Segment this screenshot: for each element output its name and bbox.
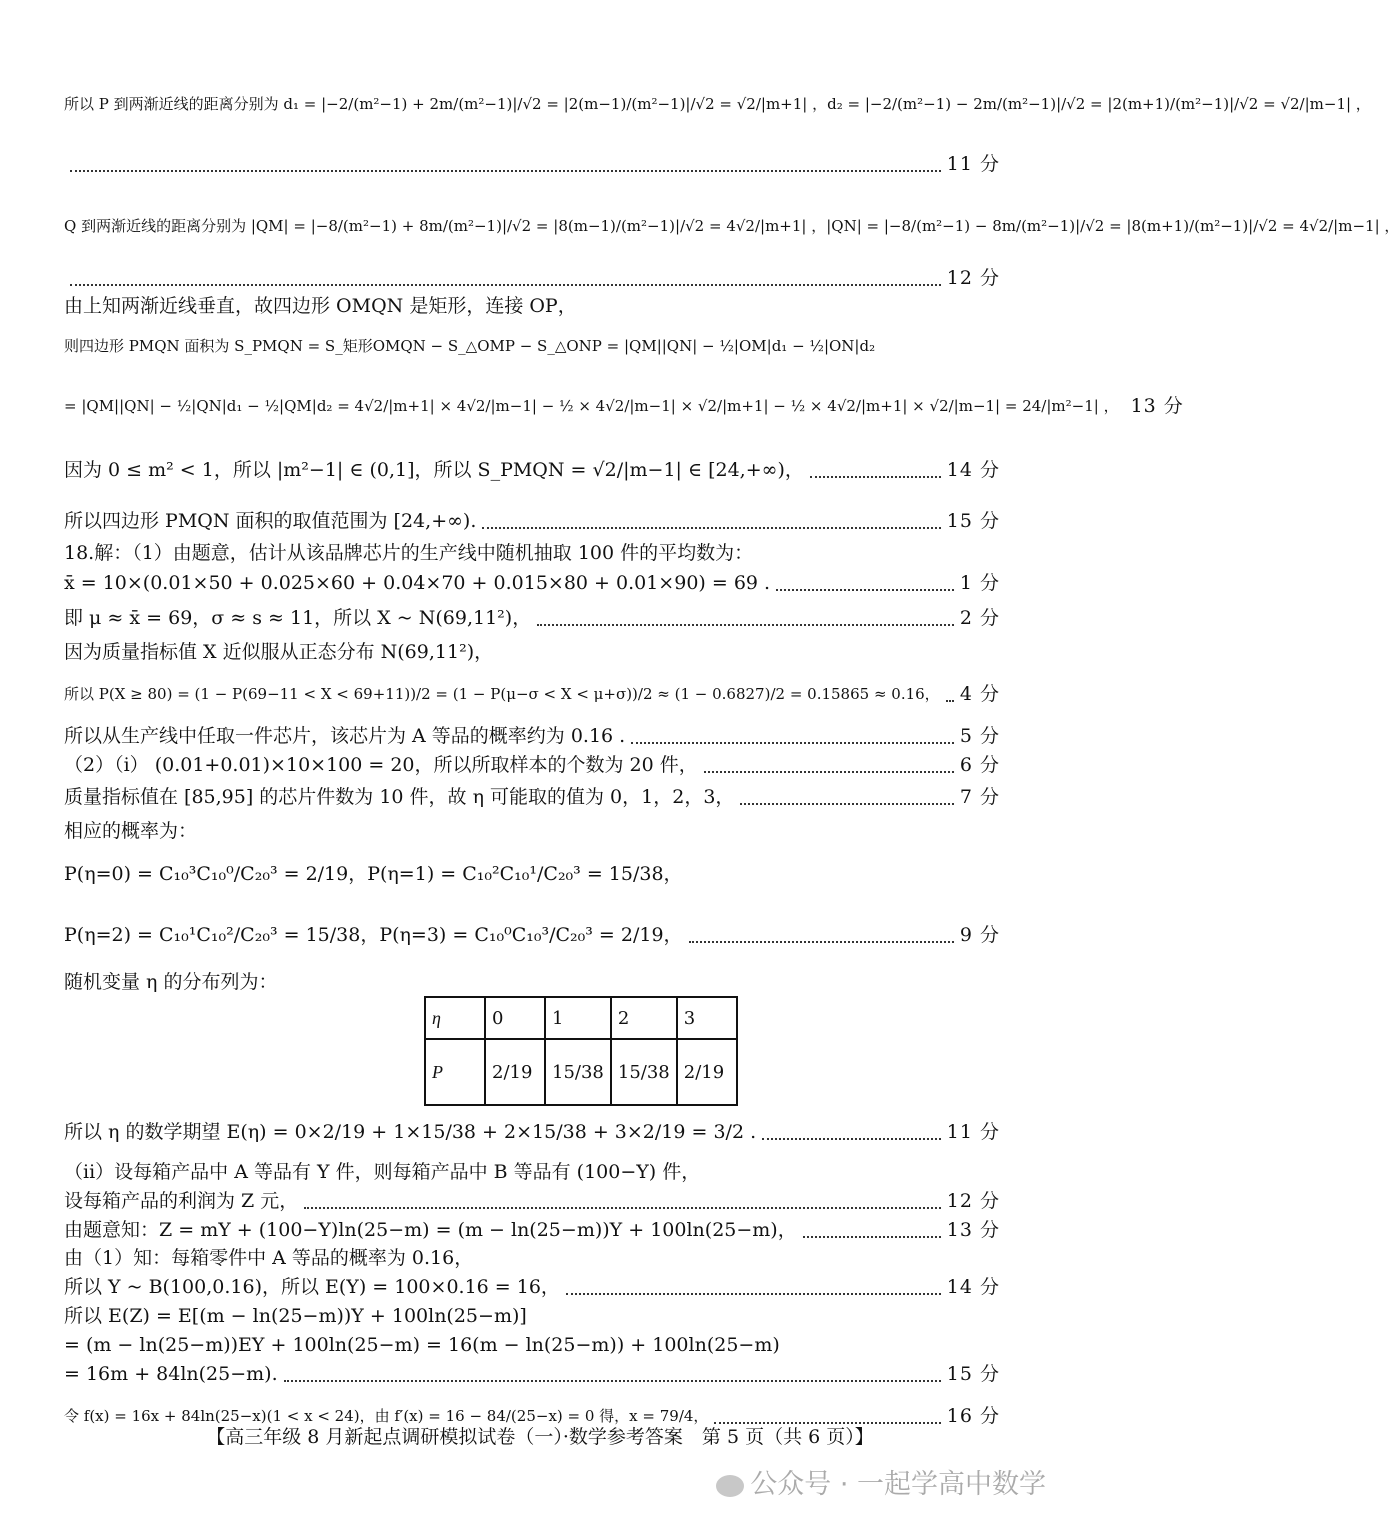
line-text: 相应的概率为： bbox=[64, 820, 198, 842]
answer-line bbox=[64, 1273, 1000, 1301]
line-text: 所以四边形 PMQN 面积的取值范围为 [24,+∞). bbox=[64, 510, 477, 532]
score-label: 4 分 bbox=[959, 683, 1000, 705]
line-text: P(η=0) = C₁₀³C₁₀⁰/C₂₀³ = 2/19，P(η=1) = C₁₀²C₁₀¹/C₂₀³ = 15/38， bbox=[64, 863, 683, 885]
answer-line bbox=[64, 817, 1000, 845]
leader-dots bbox=[566, 1277, 941, 1295]
answer-line bbox=[64, 1244, 1000, 1272]
leader-dots bbox=[803, 1220, 941, 1238]
answer-line bbox=[64, 722, 1000, 750]
score-label: 6 分 bbox=[959, 754, 1000, 776]
table-cell: η bbox=[425, 997, 485, 1039]
answer-line bbox=[64, 212, 1399, 240]
answer-line bbox=[64, 292, 1000, 320]
answer-line bbox=[64, 1187, 1000, 1215]
line-text: 所以 P 到两渐近线的距离分别为 d₁ = |−2/(m²−1) + 2m/(m²−1)|/√2 = |2(m−1)/(m²−1)|/√2 = √2/|m+1| ，d₂ = |−2/(m²−1) − 2m/(m²−1)|/√2 = |2(m+1)/(m²−1)|/√2 = √2/|m−1| ， bbox=[64, 95, 1371, 113]
score-label: 5 分 bbox=[959, 725, 1000, 747]
table-cell: 1 bbox=[545, 997, 611, 1039]
line-text: 因为 0 ≤ m² < 1，所以 |m²−1| ∈ (0,1]，所以 S_PMQN = √2/|m−1| ∈ [24,+∞)， bbox=[64, 459, 804, 481]
line-text: x̄ = 10×(0.01×50 + 0.025×60 + 0.04×70 + 0.015×80 + 0.01×90) = 69 . bbox=[64, 572, 771, 594]
leader-dots bbox=[70, 154, 941, 172]
answer-line bbox=[64, 860, 1000, 888]
line-text: 即 μ ≈ x̄ = 69，σ ≈ s ≈ 11，所以 X ~ N(69,11²)， bbox=[64, 607, 532, 629]
score-label: 11 分 bbox=[946, 153, 1000, 175]
leader-dots bbox=[537, 608, 954, 626]
line-text: 设每箱产品的利润为 Z 元， bbox=[64, 1190, 299, 1212]
score-label: 14 分 bbox=[946, 459, 1000, 481]
answer-line bbox=[64, 332, 1000, 360]
line-text: （2）（i） (0.01+0.01)×10×100 = 20，所以所取样本的个数为 20 件， bbox=[64, 754, 698, 776]
line-text: 由题意知：Z = mY + (100−Y)ln(25−m) = (m − ln(25−m))Y + 100ln(25−m)， bbox=[64, 1219, 797, 1241]
table-cell: 2/19 bbox=[677, 1039, 737, 1105]
answer-line bbox=[64, 539, 1000, 567]
line-text: = (m − ln(25−m))EY + 100ln(25−m) = 16(m − ln(25−m)) + 100ln(25−m) bbox=[64, 1334, 780, 1356]
line-text: 因为质量指标值 X 近似服从正态分布 N(69,11²)， bbox=[64, 641, 494, 663]
leader-dots bbox=[284, 1364, 941, 1382]
line-text: Q 到两渐近线的距离分别为 |QM| = |−8/(m²−1) + 8m/(m²−1)|/√2 = |8(m−1)/(m²−1)|/√2 = 4√2/|m+1| ，|QN| = |−8/(m²−1) − 8m/(m²−1)|/√2 = |8(m+1)/(m²−1)|/√2 = 4√2/|m−1| ， bbox=[64, 217, 1399, 235]
table-cell: 3 bbox=[677, 997, 737, 1039]
leader-dots bbox=[631, 726, 954, 744]
score-label: 12 分 bbox=[946, 1190, 1000, 1212]
answer-line bbox=[64, 1158, 1000, 1186]
line-text: 令 f(x) = 16x + 84ln(25−x)(1 < x < 24)，由 f′(x) = 16 − 84/(25−x) = 0 得，x = 79/4， bbox=[64, 1407, 709, 1425]
score-label: 16 分 bbox=[946, 1405, 1000, 1427]
line-text: （ii）设每箱产品中 A 等品有 Y 件，则每箱产品中 B 等品有 (100−Y) 件， bbox=[64, 1161, 701, 1183]
wechat-icon bbox=[716, 1475, 744, 1497]
line-text: = |QM||QN| − ½|QN|d₁ − ½|QM|d₂ = 4√2/|m+1| × 4√2/|m−1| − ½ × 4√2/|m−1| × √2/|m+1| − ½ × 4√2/|m+1| × √2/|m−1| = 24/|m²−1| ， bbox=[64, 397, 1119, 415]
answer-line bbox=[64, 392, 1184, 420]
score-label: 14 分 bbox=[946, 1276, 1000, 1298]
answer-line bbox=[64, 638, 1000, 666]
score-label: 13 分 bbox=[1130, 395, 1184, 417]
answer-line bbox=[64, 1118, 1000, 1146]
answer-line bbox=[64, 1331, 1000, 1359]
line-text: 所以 η 的数学期望 E(η) = 0×2/19 + 1×15/38 + 2×15/38 + 3×2/19 = 3/2 . bbox=[64, 1121, 757, 1143]
leader-dots bbox=[482, 511, 940, 529]
line-text: = 16m + 84ln(25−m). bbox=[64, 1363, 278, 1385]
answer-line bbox=[64, 569, 1000, 597]
table-cell: 15/38 bbox=[611, 1039, 677, 1105]
line-text: 则四边形 PMQN 面积为 S_PMQN = S_矩形OMQN − S_△OMP − S_△ONP = |QM||QN| − ½|OM|d₁ − ½|ON|d₂ bbox=[64, 337, 876, 355]
leader-dots bbox=[776, 573, 954, 591]
score-label: 7 分 bbox=[959, 786, 1000, 808]
answer-line bbox=[64, 1216, 1000, 1244]
table-cell: 15/38 bbox=[545, 1039, 611, 1105]
line-text: 随机变量 η 的分布列为： bbox=[64, 971, 278, 993]
leader-dots bbox=[70, 268, 941, 286]
score-label: 11 分 bbox=[946, 1121, 1000, 1143]
score-label: 2 分 bbox=[959, 607, 1000, 629]
line-text: 所以 P(X ≥ 80) = (1 − P(69−11 < X < 69+11))/2 = (1 − P(μ−σ < X < μ+σ))/2 ≈ (1 − 0.6827)/2 = 0.15865 ≈ 0.16， bbox=[64, 685, 940, 703]
answer-line bbox=[64, 90, 1371, 118]
answer-line bbox=[64, 604, 1000, 632]
leader-dots bbox=[762, 1122, 941, 1140]
leader-dots bbox=[946, 684, 954, 702]
leader-dots bbox=[689, 925, 954, 943]
line-text: 质量指标值在 [85,95] 的芯片件数为 10 件，故 η 可能取的值为 0，1，2，3， bbox=[64, 786, 735, 808]
answer-line bbox=[64, 456, 1000, 484]
line-text: 所以 Y ~ B(100,0.16)，所以 E(Y) = 100×0.16 = 16， bbox=[64, 1276, 560, 1298]
answer-line bbox=[64, 150, 1000, 178]
table-row bbox=[425, 1039, 737, 1105]
line-text: 所以从生产线中任取一件芯片，该芯片为 A 等品的概率约为 0.16 . bbox=[64, 725, 626, 747]
answer-line bbox=[64, 507, 1000, 535]
answer-line bbox=[64, 264, 1000, 292]
table-cell: 0 bbox=[485, 997, 545, 1039]
line-text: 所以 E(Z) = E[(m − ln(25−m))Y + 100ln(25−m)] bbox=[64, 1305, 527, 1327]
answer-line bbox=[64, 751, 1000, 779]
table-cell: 2/19 bbox=[485, 1039, 545, 1105]
score-label: 9 分 bbox=[959, 924, 1000, 946]
answer-line bbox=[64, 1360, 1000, 1388]
answer-line bbox=[64, 921, 1000, 949]
line-text: P(η=2) = C₁₀¹C₁₀²/C₂₀³ = 15/38，P(η=3) = C₁₀⁰C₁₀³/C₂₀³ = 2/19， bbox=[64, 924, 683, 946]
answer-line bbox=[64, 680, 1000, 708]
answer-line bbox=[64, 968, 1000, 996]
line-text: 由上知两渐近线垂直，故四边形 OMQN 是矩形，连接 OP， bbox=[64, 295, 577, 317]
answer-line bbox=[64, 783, 1000, 811]
leader-dots bbox=[704, 755, 954, 773]
page-footer: 【高三年级 8 月新起点调研模拟试卷（一）·数学参考答案 第 5 页（共 6 页）】 bbox=[206, 1426, 874, 1448]
score-label: 15 分 bbox=[946, 1363, 1000, 1385]
leader-dots bbox=[740, 787, 953, 805]
answer-line bbox=[64, 1302, 1000, 1330]
line-text: 由（1）知：每箱零件中 A 等品的概率为 0.16， bbox=[64, 1247, 474, 1269]
table-cell: P bbox=[425, 1039, 485, 1105]
line-text: 18.解：（1）由题意，估计从该品牌芯片的生产线中随机抽取 100 件的平均数为： bbox=[64, 542, 754, 564]
leader-dots bbox=[304, 1191, 940, 1209]
watermark-text: 公众号 · 一起学高中数学 bbox=[750, 1469, 1046, 1500]
score-label: 15 分 bbox=[946, 510, 1000, 532]
table-cell: 2 bbox=[611, 997, 677, 1039]
watermark bbox=[716, 1462, 1046, 1501]
score-label: 12 分 bbox=[946, 267, 1000, 289]
score-label: 13 分 bbox=[946, 1219, 1000, 1241]
table-row bbox=[425, 997, 737, 1039]
score-label: 1 分 bbox=[959, 572, 1000, 594]
distribution-table bbox=[424, 996, 738, 1106]
leader-dots bbox=[810, 460, 941, 478]
